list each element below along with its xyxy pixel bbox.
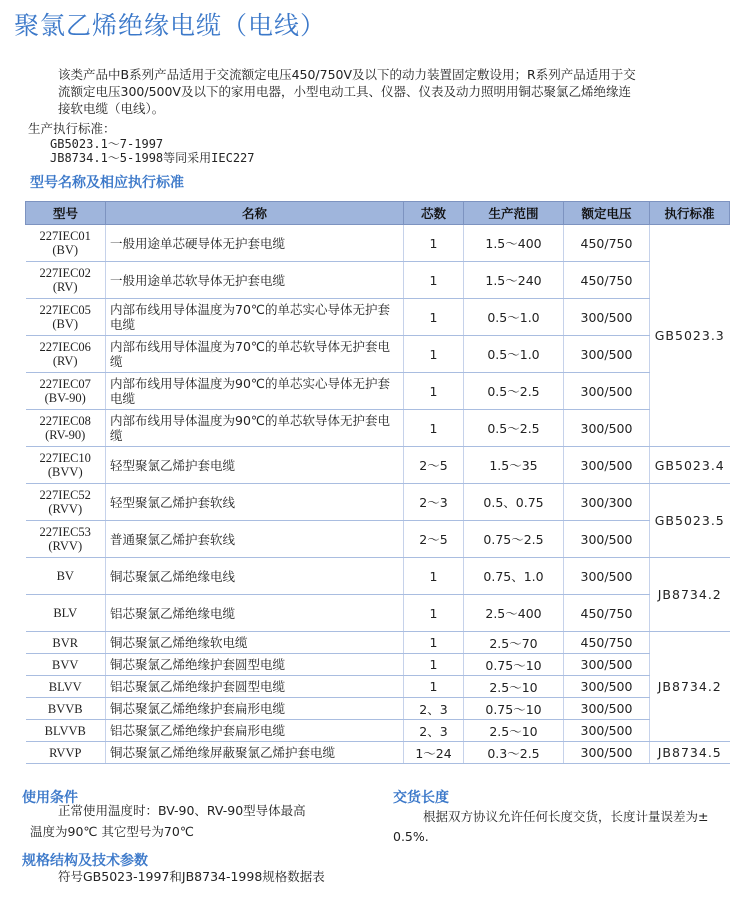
model-code: RVVP	[49, 745, 82, 760]
name-cell: 铜芯聚氯乙烯绝缘电线	[106, 558, 404, 595]
range-cell: 2.5～10	[464, 676, 564, 698]
name-cell: 铜芯聚氯乙烯绝缘护套扁形电缆	[106, 698, 404, 720]
cores-cell: 1	[404, 654, 464, 676]
table-row	[26, 299, 730, 336]
range-cell: 1.5～400	[464, 225, 564, 262]
model-cell	[26, 373, 106, 410]
model-cell	[26, 720, 106, 742]
model-cell	[26, 410, 106, 447]
range-cell: 0.3～2.5	[464, 742, 564, 764]
voltage-cell: 450/750	[564, 262, 650, 299]
range-cell: 0.75～10	[464, 698, 564, 720]
voltage-cell: 300/500	[564, 299, 650, 336]
voltage-cell: 450/750	[564, 632, 650, 654]
intro-line: 流额定电压300/500V及以下的家用电器，小型电动工具、仪器、仪表及动力照明用铜芯聚氯乙烯绝缘连	[58, 84, 631, 99]
model-code: BLVVB	[44, 723, 86, 738]
range-cell: 0.5、0.75	[464, 484, 564, 521]
table-row	[26, 742, 730, 764]
column-header-range: 生产范围	[464, 202, 564, 225]
standards-heading: 生产执行标准：	[28, 121, 116, 136]
name-cell: 一般用途单芯软导体无护套电缆	[106, 262, 404, 299]
intro-line: 接软电缆（电线）。	[58, 101, 165, 116]
standard-cell: GB5023.5	[650, 484, 730, 558]
voltage-cell: 300/500	[564, 654, 650, 676]
model-cell	[26, 558, 106, 595]
conditions-heading: 使用条件	[22, 790, 78, 806]
model-code: 227IEC05	[39, 303, 91, 317]
model-alias: (BVV)	[47, 465, 83, 479]
name-cell: 普通聚氯乙烯护套软线	[106, 521, 404, 558]
table-row	[26, 262, 730, 299]
cores-cell: 1	[404, 632, 464, 654]
table-row	[26, 447, 730, 484]
cores-cell: 1	[404, 262, 464, 299]
range-cell: 2.5～70	[464, 632, 564, 654]
model-code: BVR	[52, 635, 79, 650]
standard-cell: JB8734.2	[650, 632, 730, 742]
column-header-model: 型号	[26, 202, 106, 225]
column-header-voltage: 额定电压	[564, 202, 650, 225]
name-cell: 铜芯聚氯乙烯绝缘屏蔽聚氯乙烯护套电缆	[106, 742, 404, 764]
model-code: BVV	[52, 657, 79, 672]
table-row	[26, 595, 730, 632]
table-row	[26, 410, 730, 447]
cores-cell: 2～5	[404, 521, 464, 558]
voltage-cell: 300/500	[564, 373, 650, 410]
range-cell: 0.75～10	[464, 654, 564, 676]
voltage-cell: 300/500	[564, 336, 650, 373]
cores-cell: 1	[404, 336, 464, 373]
model-alias: (RVV)	[48, 539, 83, 553]
intro-paragraph	[58, 66, 698, 117]
model-cell	[26, 262, 106, 299]
standard-line: JB8734.1～5-1998等同采用IEC227	[50, 151, 255, 165]
model-code: BLV	[53, 606, 78, 620]
name-cell: 内部布线用导体温度为70℃的单芯软导体无护套电缆	[106, 336, 404, 373]
cores-cell: 2、3	[404, 720, 464, 742]
name-cell: 内部布线用导体温度为90℃的单芯实心导体无护套电缆	[106, 373, 404, 410]
model-code: BV	[56, 569, 74, 583]
table-row	[26, 225, 730, 262]
name-cell: 铝芯聚氯乙烯绝缘护套圆型电缆	[106, 676, 404, 698]
voltage-cell: 300/500	[564, 410, 650, 447]
voltage-cell: 450/750	[564, 595, 650, 632]
range-cell: 2.5～10	[464, 720, 564, 742]
table-row	[26, 654, 730, 676]
table-row	[26, 336, 730, 373]
model-code: 227IEC01	[39, 229, 91, 243]
models-table	[25, 201, 730, 764]
name-cell: 内部布线用导体温度为90℃的单芯软导体无护套电缆	[106, 410, 404, 447]
cores-cell: 1	[404, 558, 464, 595]
range-cell: 0.75、1.0	[464, 558, 564, 595]
conditions-line: 正常使用温度时：BV-90、RV-90型导体最高	[58, 803, 306, 818]
voltage-cell: 300/500	[564, 742, 650, 764]
specs-line: 符号GB5023-1997和JB8734-1998规格数据表	[58, 869, 325, 884]
standard-cell: JB8734.2	[650, 558, 730, 632]
table-header-row	[26, 202, 730, 225]
standard-line: GB5023.1～7-1997	[50, 137, 164, 151]
name-cell: 轻型聚氯乙烯护套软线	[106, 484, 404, 521]
model-alias: (BV)	[52, 243, 79, 257]
model-cell	[26, 676, 106, 698]
model-alias: (BV-90)	[44, 391, 86, 405]
model-cell	[26, 299, 106, 336]
table-row	[26, 632, 730, 654]
cores-cell: 2～3	[404, 484, 464, 521]
range-cell: 0.5～2.5	[464, 373, 564, 410]
model-code: 227IEC08	[39, 414, 91, 428]
model-cell	[26, 595, 106, 632]
cores-cell: 1	[404, 373, 464, 410]
standard-cell: JB8734.5	[650, 742, 730, 764]
cores-cell: 1	[404, 676, 464, 698]
model-code: 227IEC07	[39, 377, 91, 391]
voltage-cell: 300/500	[564, 720, 650, 742]
model-code: BLVV	[48, 679, 82, 694]
model-alias: (RV)	[52, 354, 78, 368]
model-code: BVVB	[47, 701, 83, 716]
cores-cell: 1	[404, 410, 464, 447]
conditions-line: 温度为90℃ 其它型号为70℃	[30, 824, 194, 839]
model-cell	[26, 336, 106, 373]
model-code: 227IEC10	[39, 451, 91, 465]
standard-cell: GB5023.3	[650, 225, 730, 447]
model-alias: (BV)	[52, 317, 79, 331]
name-cell: 轻型聚氯乙烯护套电缆	[106, 447, 404, 484]
model-cell	[26, 742, 106, 764]
model-cell	[26, 484, 106, 521]
model-alias: (RVV)	[48, 502, 83, 516]
table-row	[26, 521, 730, 558]
table-row	[26, 676, 730, 698]
voltage-cell: 300/300	[564, 484, 650, 521]
voltage-cell: 300/500	[564, 676, 650, 698]
range-cell: 1.5～35	[464, 447, 564, 484]
cores-cell: 1	[404, 595, 464, 632]
table-row	[26, 558, 730, 595]
cores-cell: 1	[404, 299, 464, 336]
delivery-line: 根据双方协议允许任何长度交货，长度计量误差为±	[423, 809, 709, 824]
model-cell	[26, 698, 106, 720]
standards-list	[50, 137, 255, 165]
name-cell: 铜芯聚氯乙烯绝缘护套圆型电缆	[106, 654, 404, 676]
column-header-standard: 执行标准	[650, 202, 730, 225]
name-cell: 内部布线用导体温度为70℃的单芯实心导体无护套电缆	[106, 299, 404, 336]
specs-heading: 规格结构及技术参数	[22, 853, 148, 869]
model-cell	[26, 654, 106, 676]
model-cell	[26, 521, 106, 558]
range-cell: 0.5～2.5	[464, 410, 564, 447]
voltage-cell: 300/500	[564, 698, 650, 720]
range-cell: 1.5～240	[464, 262, 564, 299]
name-cell: 铝芯聚氯乙烯绝缘电缆	[106, 595, 404, 632]
model-alias: (RV-90)	[45, 428, 86, 442]
voltage-cell: 300/500	[564, 558, 650, 595]
table-row	[26, 484, 730, 521]
range-cell: 2.5～400	[464, 595, 564, 632]
models-section-heading: 型号名称及相应执行标准	[30, 175, 184, 191]
model-cell	[26, 632, 106, 654]
intro-line: 该类产品中B系列产品适用于交流额定电压450/750V及以下的动力装置固定敷设用；R系列产品适用于交	[58, 67, 636, 82]
cores-cell: 1	[404, 225, 464, 262]
name-cell: 一般用途单芯硬导体无护套电缆	[106, 225, 404, 262]
model-code: 227IEC02	[39, 266, 91, 280]
column-header-cores: 芯数	[404, 202, 464, 225]
range-cell: 0.5～1.0	[464, 299, 564, 336]
standard-cell: GB5023.4	[650, 447, 730, 484]
cores-cell: 2、3	[404, 698, 464, 720]
model-code: 227IEC52	[39, 488, 91, 502]
model-alias: (RV)	[52, 280, 78, 294]
cores-cell: 1～24	[404, 742, 464, 764]
voltage-cell: 450/750	[564, 225, 650, 262]
voltage-cell: 300/500	[564, 521, 650, 558]
range-cell: 0.75～2.5	[464, 521, 564, 558]
name-cell: 铝芯聚氯乙烯绝缘护套扁形电缆	[106, 720, 404, 742]
model-cell	[26, 225, 106, 262]
table-row	[26, 698, 730, 720]
model-cell	[26, 447, 106, 484]
model-code: 227IEC53	[39, 525, 91, 539]
delivery-heading: 交货长度	[393, 790, 449, 806]
model-code: 227IEC06	[39, 340, 91, 354]
page-title: 聚氯乙烯绝缘电缆（电线）	[14, 11, 327, 40]
table-row	[26, 720, 730, 742]
voltage-cell: 300/500	[564, 447, 650, 484]
column-header-name: 名称	[106, 202, 404, 225]
name-cell: 铜芯聚氯乙烯绝缘软电缆	[106, 632, 404, 654]
range-cell: 0.5～1.0	[464, 336, 564, 373]
delivery-line: 0.5%.	[393, 829, 429, 844]
cores-cell: 2～5	[404, 447, 464, 484]
table-row	[26, 373, 730, 410]
